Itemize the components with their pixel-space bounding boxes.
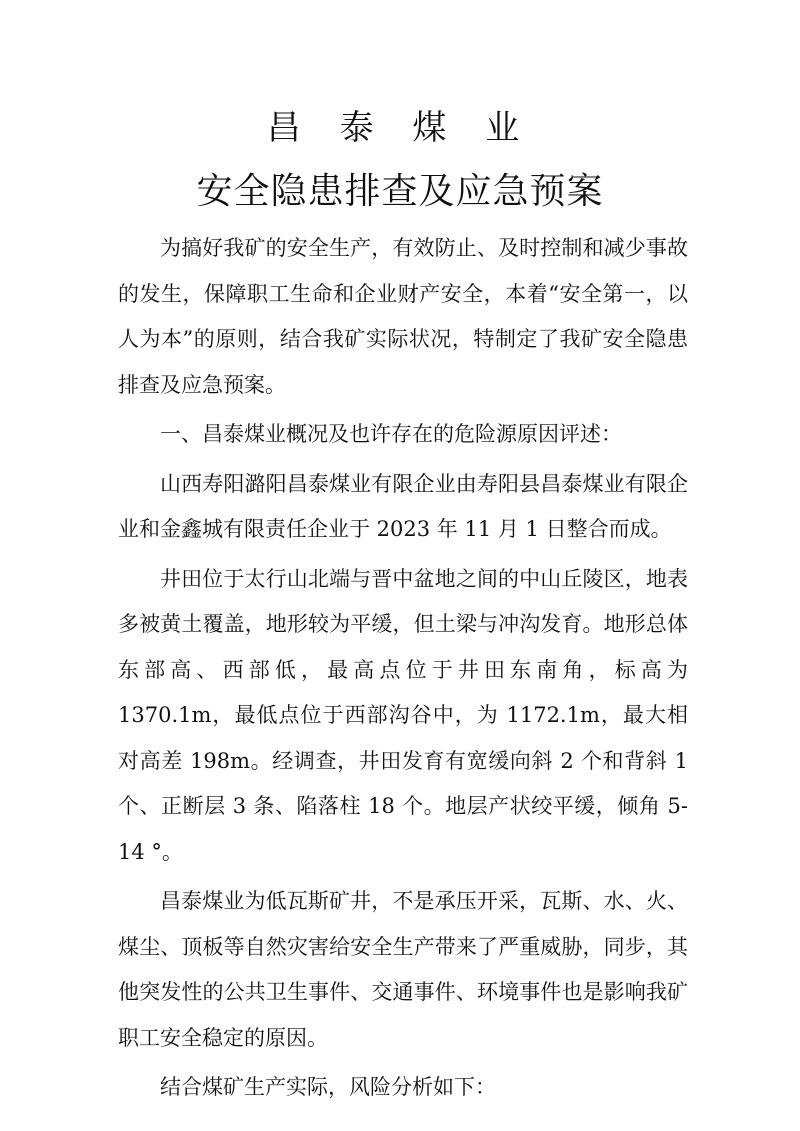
document-body [118,226,688,1111]
paragraph-risk-analysis: 结合煤矿生产实际，风险分析如下： [160,1075,496,1099]
company-title: 昌 泰 煤 业 [266,108,534,148]
paragraph-hazards: 昌泰煤业为低瓦斯矿井，不是承压开采，瓦斯、水、火、煤尘、顶板等自然灾害给安全生产带来了严重威胁，同步，其他突发性的公共卫生事件、交通事件、环境事件也是影响我矿职工安全稳定的原因。 [118,889,688,1050]
document-title: 安全隐患排查及应急预案 [196,171,604,212]
paragraph-section-heading: 一、昌泰煤业概况及也许存在的危险源原因评述： [160,422,622,446]
paragraph-intro: 为搞好我矿的安全生产，有效防止、及时控制和减少事故的发生，保障职工生命和企业财产安全，本着“安全第一，以人为本”的原则，结合我矿实际状况，特制定了我矿安全隐患排查及应急预案。 [118,236,688,397]
paragraph-geology: 井田位于太行山北端与晋中盆地之间的中山丘陵区，地表多被黄土覆盖，地形较为平缓，但土梁与冲沟发育。地形总体东部高、西部低，最高点位于井田东南角，标高为 1370.1m，最低点位于西部沟谷中，为 1172.1m，最大相对高差 198m。经调查，井田发育有宽缓向斜 2 个和背斜 1 个、正断层 3 条、陷落柱 18 个。地层产状绞平缓，倾角 5-14 °。 [118,566,688,864]
paragraph-company-overview: 山西寿阳潞阳昌泰煤业有限企业由寿阳县昌泰煤业有限企业和金鑫城有限责任企业于 2023 年 11 月 1 日整合而成。 [118,471,688,541]
